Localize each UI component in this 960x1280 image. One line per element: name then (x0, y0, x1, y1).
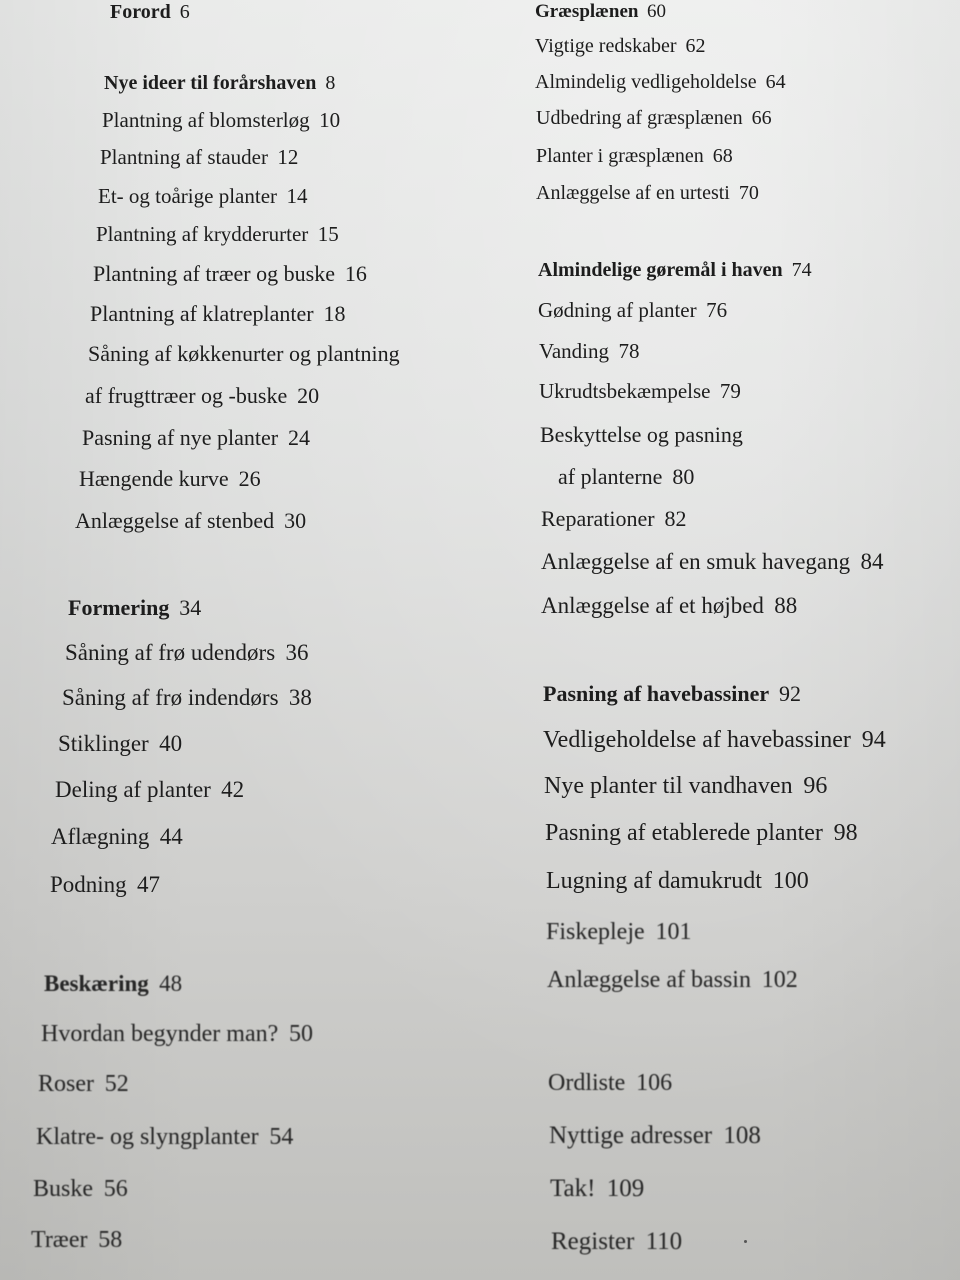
toc-entry-title: Almindelige gøremål i haven (538, 259, 783, 281)
toc-entry-title: Aflægning (51, 824, 150, 849)
toc-section-heading (104, 73, 335, 93)
toc-page-number: 52 (104, 1071, 129, 1097)
toc-section-heading (535, 2, 666, 21)
toc-entry (539, 381, 741, 402)
toc-page-number: 8 (325, 72, 336, 94)
toc-page-number: 36 (285, 640, 309, 665)
toc-entry-title: Fiskepleje (546, 919, 645, 945)
toc-entry (75, 510, 306, 532)
toc-page-number: 54 (269, 1124, 294, 1150)
toc-page-number: 18 (323, 301, 346, 326)
toc-entry-title: af planterne (558, 464, 663, 489)
toc-entry (543, 728, 886, 752)
toc-entry-title: Buske (33, 1176, 93, 1202)
toc-section-heading (44, 972, 182, 995)
toc-page-number: 80 (672, 464, 695, 489)
toc-page-number: 40 (159, 731, 183, 756)
toc-entry-title: Anlæggelse af bassin (547, 967, 751, 993)
toc-page-number: 34 (179, 595, 202, 620)
toc-section-heading (543, 683, 801, 705)
toc-page-number: 20 (297, 383, 320, 408)
toc-page-number: 14 (286, 184, 308, 208)
toc-entry-title: Vedligeholdelse af havebassiner (543, 727, 851, 753)
toc-entry (535, 72, 786, 92)
toc-entry (540, 424, 743, 446)
toc-page-number: 94 (861, 727, 886, 753)
toc-entry-title: Plantning af blomsterløg (102, 108, 310, 132)
toc-entry (55, 778, 244, 801)
toc-page-number: 70 (738, 182, 759, 204)
toc-page-number: 74 (791, 259, 812, 281)
toc-entry-title: Planter i græsplænen (536, 145, 704, 167)
toc-page-number: 56 (103, 1176, 128, 1202)
toc-page-number: 30 (284, 508, 307, 533)
toc-entry (51, 825, 183, 848)
toc-entry-title: Lugning af damukrudt (546, 868, 762, 894)
toc-page-number: 10 (319, 108, 341, 132)
toc-entry (88, 343, 400, 365)
toc-entry (79, 468, 261, 490)
toc-entry-title: Almindelig vedligeholdelse (535, 71, 757, 93)
toc-entry-title: Plantning af træer og buske (93, 261, 335, 286)
toc-page-number: 48 (159, 971, 183, 996)
toc-entry (82, 427, 310, 449)
toc-entry-title: Såning af frø indendørs (62, 685, 279, 710)
toc-entry-title: Pasning af havebassiner (543, 681, 770, 706)
toc-page-number: 100 (772, 868, 809, 894)
toc-entry-title: Plantning af klatreplanter (90, 301, 314, 326)
toc-section-heading (68, 597, 201, 619)
toc-entry-title: Deling af planter (55, 777, 211, 802)
toc-page-number: 26 (238, 466, 261, 491)
toc-entry (96, 224, 339, 245)
toc-entry-title: Tak! (550, 1175, 596, 1202)
toc-entry-title: Anlæggelse af stenbed (75, 508, 275, 533)
toc-entry-title: Hængende kurve (79, 466, 229, 491)
toc-entry (536, 108, 772, 128)
toc-page-number: 58 (98, 1227, 123, 1253)
toc-entry-title: Såning af køkkenurter og plantning (88, 341, 400, 366)
toc-entry-title: Register (551, 1228, 635, 1255)
toc-entry-title: Klatre- og slyngplanter (36, 1124, 259, 1150)
toc-entry (546, 920, 691, 944)
toc-entry (558, 466, 694, 488)
toc-entry (33, 1177, 128, 1201)
toc-page-number: 64 (765, 71, 786, 93)
toc-entry-title: Træer (31, 1227, 88, 1253)
toc-entry-title: Roser (38, 1071, 94, 1097)
toc-entry-title: Podning (50, 872, 127, 897)
toc-page-number: 108 (723, 1122, 761, 1149)
toc-entry-title: Plantning af stauder (100, 145, 268, 169)
toc-entry-title: Anlæggelse af en urtesti (536, 182, 730, 204)
toc-entry (31, 1228, 122, 1252)
toc-entry-title: Nye planter til vandhaven (544, 773, 793, 799)
toc-entry-title: Anlæggelse af en smuk havegang (541, 549, 851, 574)
toc-page-number: 38 (288, 685, 312, 710)
toc-page-number: 76 (706, 298, 728, 322)
toc-entry-title: Stiklinger (58, 731, 149, 756)
toc-entry (90, 303, 345, 325)
toc-entry-title: Græsplænen (535, 1, 639, 22)
toc-entry (535, 36, 706, 56)
toc-page-number: 79 (719, 379, 741, 403)
toc-entry-title: Gødning af planter (538, 298, 697, 322)
toc-page-number: 60 (647, 1, 667, 22)
toc-page-number: 96 (803, 773, 828, 799)
toc-page-number: 92 (779, 681, 802, 706)
toc-entry (539, 341, 639, 362)
toc-entry-title: Formering (68, 595, 170, 620)
toc-entry (85, 385, 319, 407)
toc-page-number: 98 (833, 820, 858, 846)
toc-entry (548, 1071, 672, 1095)
toc-entry (62, 686, 312, 709)
toc-entry-title: Pasning af etablerede planter (545, 820, 823, 846)
toc-entry-title: Et- og toårige planter (98, 184, 278, 208)
toc-entry (93, 263, 367, 285)
toc-entry (538, 300, 727, 321)
toc-entry (544, 774, 827, 798)
toc-page-number: 102 (761, 967, 798, 993)
toc-entry (41, 1022, 313, 1046)
toc-entry (551, 1229, 682, 1254)
toc-entry (36, 1125, 293, 1149)
toc-entry-title: Nye ideer til forårshaven (104, 72, 317, 94)
print-speck (744, 1240, 747, 1243)
toc-page-number: 15 (317, 222, 339, 246)
toc-entry-title: Vanding (539, 339, 609, 363)
toc-entry (541, 550, 884, 573)
toc-entry-title: Såning af frø udendørs (65, 640, 276, 665)
toc-entry (550, 1176, 644, 1201)
toc-entry (536, 146, 733, 166)
toc-entry (58, 732, 182, 755)
toc-page-number: 16 (344, 261, 367, 286)
toc-page-number: 47 (137, 872, 161, 897)
toc-entry-title: af frugttræer og -buske (85, 383, 288, 408)
toc-entry-title: Vigtige redskaber (535, 35, 677, 57)
toc-entry (50, 873, 160, 896)
toc-entry (541, 594, 797, 617)
toc-entry-title: Nyttige adresser (549, 1122, 713, 1149)
toc-page-number: 12 (277, 145, 299, 169)
toc-entry-title: Pasning af nye planter (82, 425, 279, 450)
toc-entry (541, 508, 687, 530)
toc-page-number: 50 (289, 1021, 314, 1047)
toc-page-number: 68 (712, 145, 733, 167)
toc-entry (98, 186, 307, 207)
toc-entry-title: Forord (110, 1, 171, 23)
toc-entry (545, 821, 858, 845)
toc-section-heading (110, 2, 190, 22)
toc-page-number: 88 (774, 593, 798, 618)
toc-page-number: 62 (685, 35, 706, 57)
toc-entry (38, 1072, 129, 1096)
toc-entry (549, 1123, 761, 1148)
toc-entry (100, 147, 298, 168)
toc-entry (102, 110, 340, 131)
toc-page-number: 66 (751, 107, 772, 129)
toc-entry (65, 641, 309, 664)
toc-entry (547, 968, 798, 992)
toc-entry-title: Plantning af krydderurter (96, 222, 309, 246)
toc-page-number: 42 (221, 777, 245, 802)
toc-entry-title: Ordliste (548, 1070, 626, 1096)
toc-page-number: 78 (618, 339, 640, 363)
toc-entry-title: Ukrudtsbekæmpelse (539, 379, 711, 403)
toc-page-number: 110 (645, 1228, 683, 1255)
toc-section-heading (538, 260, 812, 280)
toc-entry (546, 869, 809, 893)
toc-entry-title: Anlæggelse af et højbed (541, 593, 764, 618)
toc-page-number: 82 (664, 506, 687, 531)
toc-entry-title: Beskyttelse og pasning (540, 422, 743, 447)
toc-page-number: 101 (655, 919, 692, 945)
toc-entry-title: Beskæring (44, 971, 149, 996)
toc-page-number: 44 (159, 824, 183, 849)
toc-entry (536, 183, 759, 203)
toc-page-number: 24 (288, 425, 310, 450)
toc-entry-title: Udbedring af græsplænen (536, 107, 743, 129)
toc-entry-title: Hvordan begynder man? (41, 1021, 279, 1047)
toc-page-number: 106 (636, 1070, 673, 1096)
toc-page-number: 84 (860, 549, 884, 574)
toc-page-number: 109 (606, 1175, 645, 1202)
toc-entry-title: Reparationer (541, 506, 655, 531)
toc-page-number: 6 (179, 1, 190, 23)
